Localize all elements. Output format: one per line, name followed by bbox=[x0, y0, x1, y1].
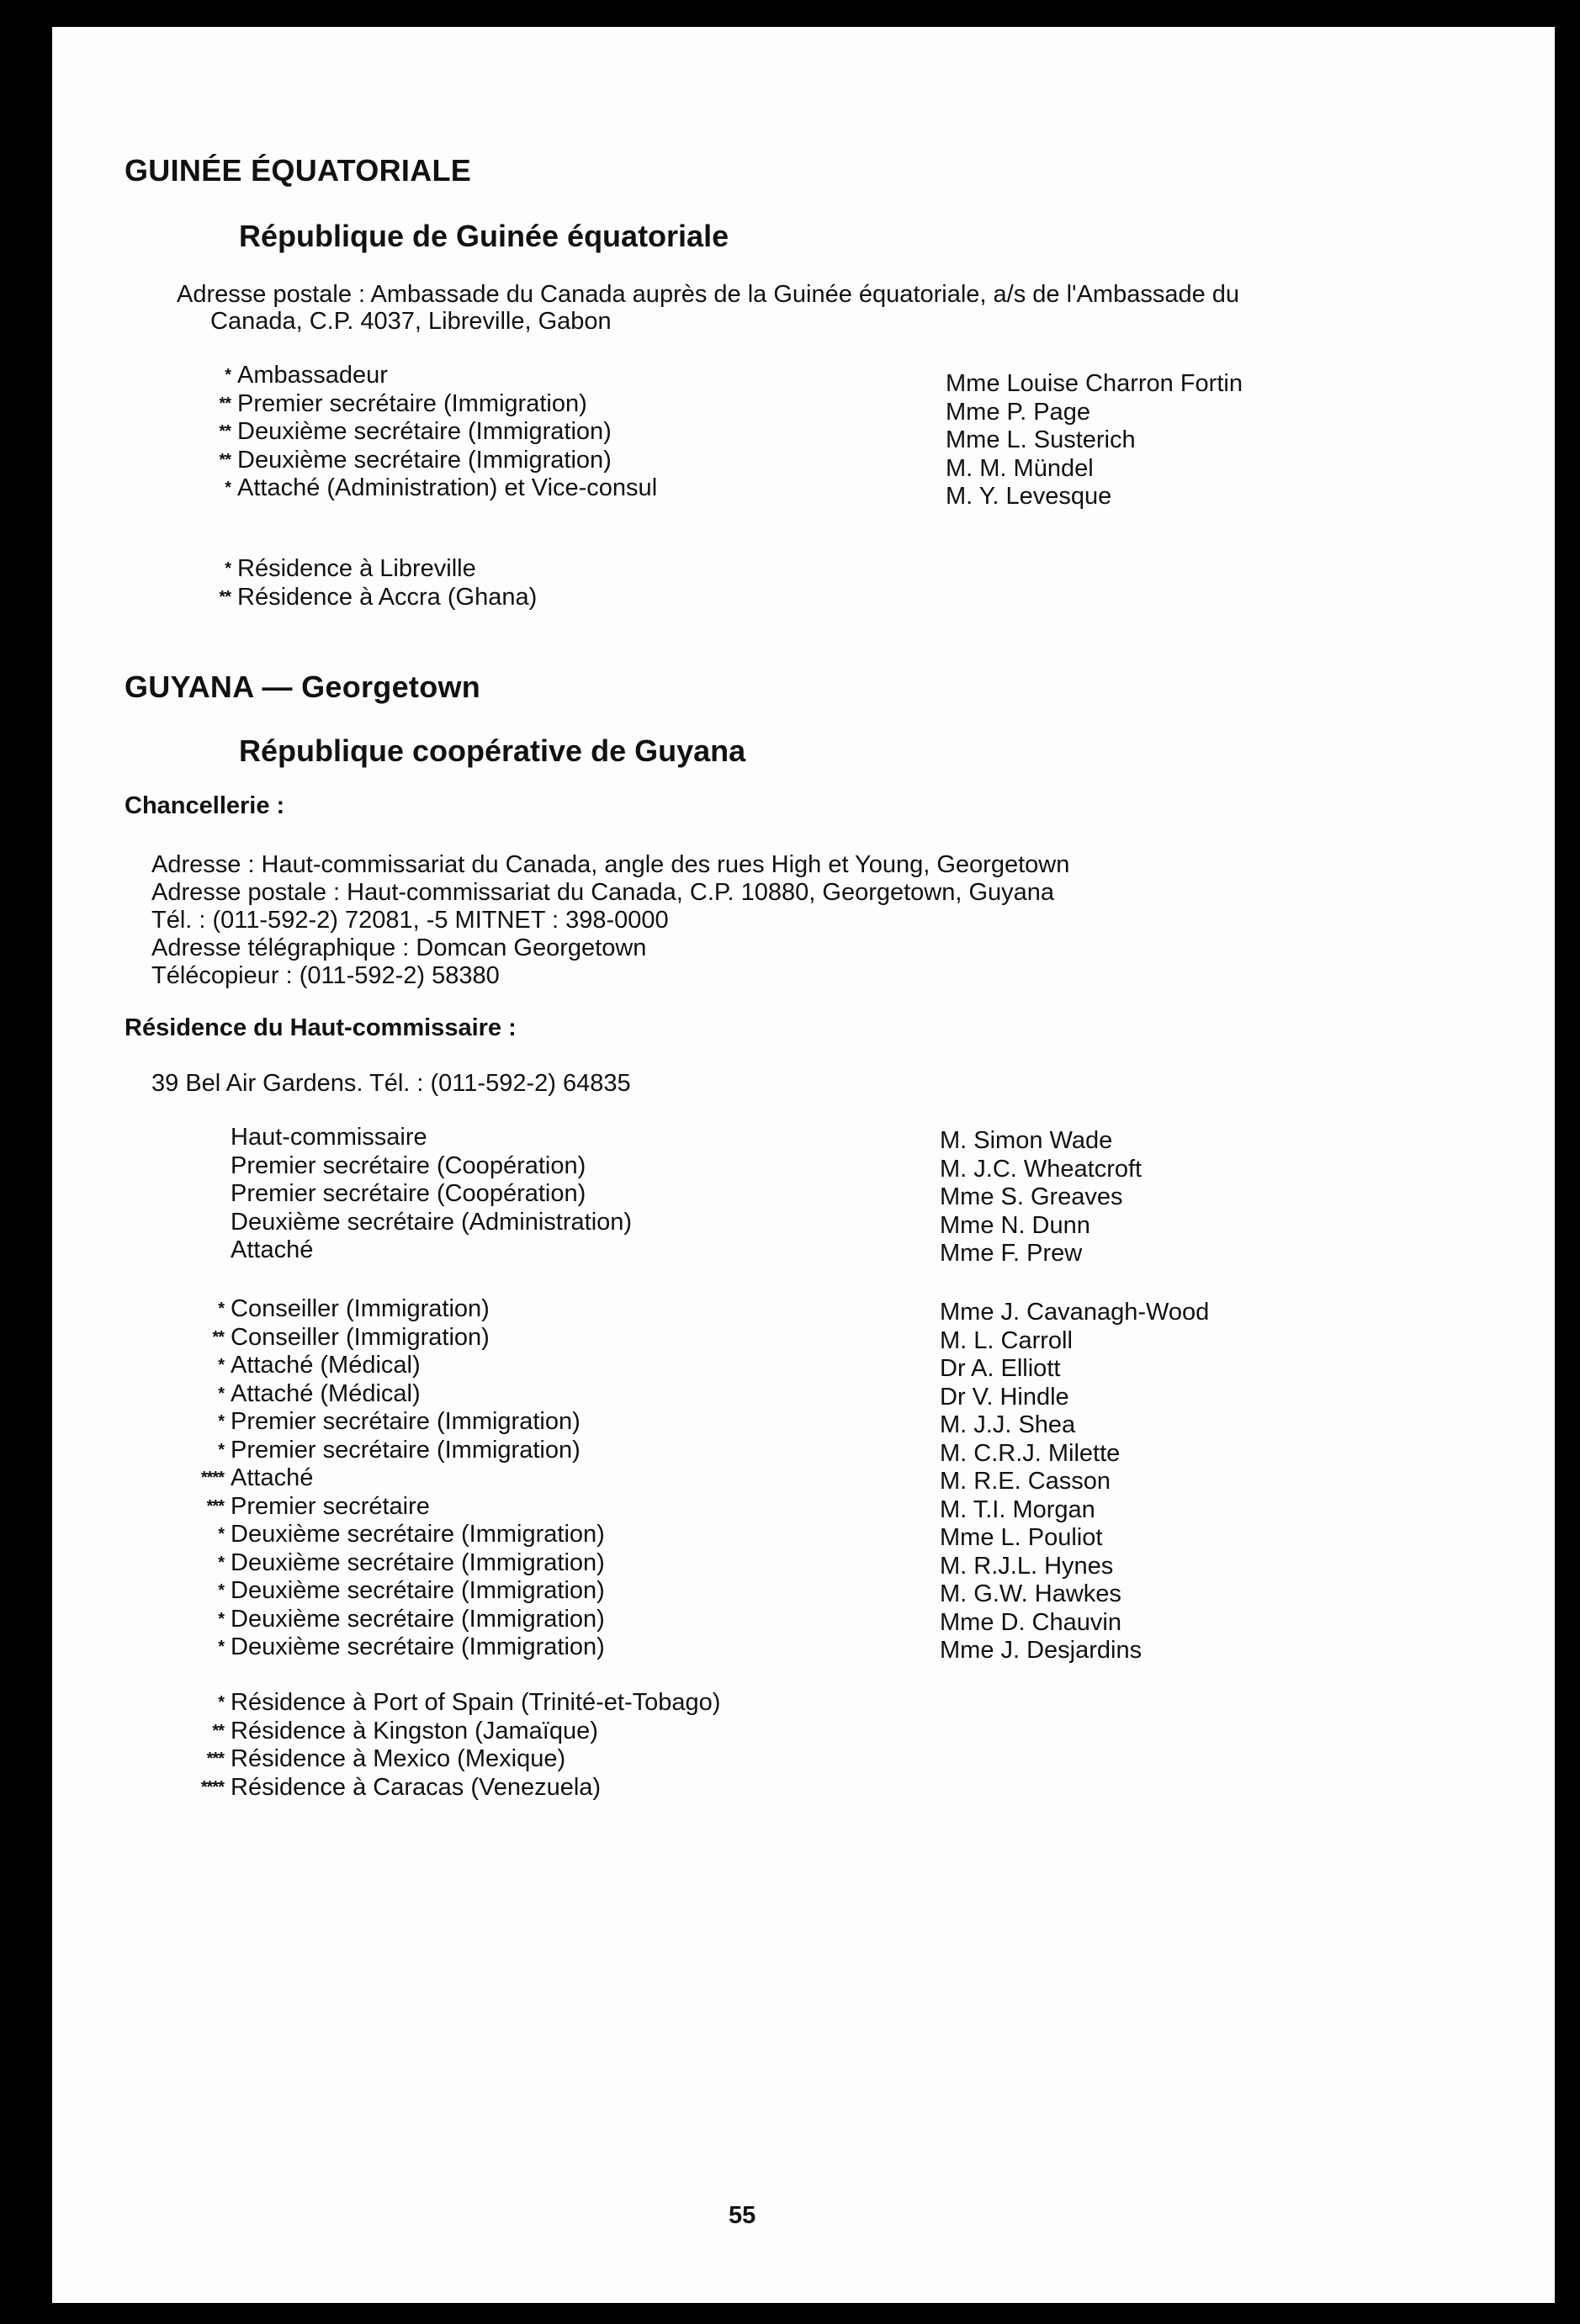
footnote-marker: * bbox=[225, 559, 231, 578]
staff-name-text: M. C.R.J. Milette bbox=[940, 1439, 1121, 1467]
staff-name-text: Mme N. Dunn bbox=[940, 1211, 1090, 1239]
staff-name-text: Mme L. Pouliot bbox=[940, 1524, 1103, 1551]
staff-title-text: Deuxième secrétaire (Immigration) bbox=[231, 1633, 605, 1660]
staff-name bbox=[940, 1637, 1209, 1665]
staff-title bbox=[218, 1379, 605, 1409]
staff-name-text: Mme S. Greaves bbox=[940, 1183, 1123, 1210]
country-heading-guinea: GUINÉE ÉQUATORIALE bbox=[125, 153, 472, 188]
residence-note bbox=[219, 583, 538, 612]
staff-name-text: Dr A. Elliott bbox=[940, 1355, 1061, 1382]
residence-note-text: Résidence à Caracas (Venezuela) bbox=[231, 1773, 602, 1801]
staff-title-text: Attaché (Médical) bbox=[231, 1352, 421, 1379]
official-name-guinea: République de Guinée équatoriale bbox=[239, 219, 729, 253]
chancery-line: Tél. : (011-592-2) 72081, -5 MITNET : 398-0000 bbox=[151, 907, 669, 934]
staff-name-text: Mme D. Chauvin bbox=[940, 1608, 1121, 1636]
staff-name-text: M. G.W. Hawkes bbox=[940, 1580, 1121, 1607]
scan-border-left bbox=[0, 0, 52, 2324]
footnote-marker: **** bbox=[200, 1469, 224, 1487]
footnote-marker: * bbox=[218, 1525, 224, 1543]
staff-title-text: Attaché bbox=[231, 1236, 314, 1263]
official-name-guyana: République coopérative de Guyana bbox=[239, 733, 746, 768]
staff-name-text: Dr V. Hindle bbox=[940, 1383, 1069, 1411]
footnote-marker: ** bbox=[219, 450, 231, 469]
staff-title bbox=[218, 1295, 605, 1324]
staff-title-text: Ambassadeur bbox=[237, 362, 388, 389]
residence-note-text: Résidence à Port of Spain (Trinité-et-Tobago) bbox=[231, 1689, 721, 1716]
staff-title-text: Deuxième secrétaire (Immigration) bbox=[231, 1605, 605, 1633]
staff-title-text: Deuxième secrétaire (Immigration) bbox=[237, 446, 612, 474]
guyana-remote-staff-titles bbox=[200, 1295, 605, 1662]
staff-title bbox=[218, 1436, 605, 1465]
staff-title-text: Deuxième secrétaire (Administration) bbox=[231, 1208, 633, 1236]
staff-name bbox=[940, 1212, 1142, 1241]
footnote-marker: * bbox=[218, 1300, 224, 1318]
chancery-label: Chancellerie : bbox=[125, 792, 285, 819]
staff-name-text: Mme P. Page bbox=[946, 398, 1090, 426]
footnote-marker: * bbox=[218, 1581, 224, 1600]
footnote-marker: * bbox=[218, 1693, 224, 1712]
scan-border-bottom bbox=[0, 2303, 1580, 2324]
footnote-marker: ** bbox=[219, 422, 231, 441]
staff-title-text: Deuxième secrétaire (Immigration) bbox=[231, 1521, 605, 1548]
staff-name bbox=[946, 455, 1243, 484]
residence-note-text: Résidence à Mexico (Mexique) bbox=[231, 1745, 566, 1772]
residence-address: 39 Bel Air Gardens. Tél. : (011-592-2) 64835 bbox=[151, 1070, 631, 1097]
document-page bbox=[52, 27, 1555, 2303]
postal-address-line-1: Adresse postale : Ambassade du Canada auprès de la Guinée équatoriale, a/s de l'Ambassade du bbox=[177, 281, 1240, 308]
staff-name bbox=[946, 399, 1243, 427]
guinea-staff-names bbox=[946, 370, 1243, 511]
staff-title bbox=[219, 389, 657, 419]
staff-name bbox=[940, 1553, 1209, 1581]
staff-name bbox=[940, 1411, 1209, 1440]
staff-title bbox=[231, 1209, 632, 1237]
staff-title-text: Premier secrétaire (Immigration) bbox=[237, 389, 587, 417]
chancery-line: Adresse télégraphique : Domcan Georgetown bbox=[151, 934, 647, 961]
staff-name bbox=[940, 1183, 1142, 1212]
staff-name bbox=[940, 1127, 1142, 1156]
staff-name-text: Mme Louise Charron Fortin bbox=[946, 370, 1243, 397]
residence-note bbox=[200, 1773, 720, 1803]
staff-title-text: Premier secrétaire (Coopération) bbox=[231, 1151, 586, 1179]
staff-title bbox=[218, 1521, 605, 1549]
footnote-marker: * bbox=[218, 1440, 224, 1459]
scan-border-right bbox=[1555, 0, 1580, 2324]
guyana-remote-staff-names bbox=[940, 1299, 1209, 1665]
residence-label: Résidence du Haut-commissaire : bbox=[125, 1014, 517, 1041]
residence-note bbox=[225, 555, 537, 584]
staff-title bbox=[200, 1464, 605, 1493]
staff-name-text: Mme F. Prew bbox=[940, 1240, 1083, 1267]
staff-title bbox=[206, 1492, 605, 1522]
staff-name bbox=[940, 1240, 1142, 1268]
scan-border-top bbox=[0, 0, 1580, 27]
staff-title-text: Attaché (Médical) bbox=[231, 1379, 421, 1407]
footnote-marker: ** bbox=[212, 1721, 224, 1740]
staff-name bbox=[940, 1609, 1209, 1638]
staff-name bbox=[940, 1355, 1209, 1384]
chancery-address-block bbox=[151, 851, 1069, 990]
staff-name bbox=[946, 483, 1243, 511]
staff-name bbox=[940, 1468, 1209, 1496]
staff-title-text: Deuxième secrétaire (Immigration) bbox=[231, 1577, 605, 1604]
staff-name bbox=[940, 1580, 1209, 1609]
staff-title-text: Haut-commissaire bbox=[231, 1124, 427, 1151]
staff-title-text: Premier secrétaire bbox=[231, 1492, 430, 1520]
staff-title bbox=[231, 1180, 632, 1209]
staff-name-text: M. T.I. Morgan bbox=[940, 1496, 1095, 1523]
chancery-line: Adresse postale : Haut-commissariat du Canada, C.P. 10880, Georgetown, Guyana bbox=[151, 879, 1055, 906]
staff-title bbox=[218, 1577, 605, 1606]
residence-note-text: Résidence à Kingston (Jamaïque) bbox=[231, 1717, 598, 1744]
chancery-line: Télécopieur : (011-592-2) 58380 bbox=[151, 962, 500, 989]
staff-name bbox=[940, 1156, 1142, 1184]
footnote-marker: * bbox=[218, 1553, 224, 1572]
staff-name-text: M. R.E. Casson bbox=[940, 1468, 1111, 1495]
guyana-local-staff-titles bbox=[231, 1124, 632, 1265]
staff-title bbox=[218, 1605, 605, 1634]
staff-title bbox=[231, 1236, 632, 1265]
footnote-marker: ** bbox=[212, 1327, 224, 1347]
chancery-line: Adresse : Haut-commissariat du Canada, angle des rues High et Young, Georgetown bbox=[151, 851, 1070, 878]
footnote-marker: ** bbox=[219, 394, 231, 413]
staff-name bbox=[940, 1524, 1209, 1553]
staff-title-text: Deuxième secrétaire (Immigration) bbox=[231, 1548, 605, 1576]
staff-name bbox=[940, 1384, 1209, 1412]
staff-title bbox=[225, 362, 657, 390]
footnote-marker: * bbox=[218, 1356, 224, 1374]
guyana-residence-notes bbox=[200, 1689, 721, 1802]
staff-name-text: M. J.J. Shea bbox=[940, 1411, 1076, 1438]
footnote-marker: * bbox=[218, 1412, 224, 1431]
residence-note bbox=[206, 1745, 720, 1774]
footnote-marker: **** bbox=[200, 1777, 224, 1797]
country-heading-guyana: GUYANA — Georgetown bbox=[125, 670, 481, 704]
staff-name bbox=[946, 426, 1243, 455]
staff-name bbox=[940, 1496, 1209, 1525]
staff-title bbox=[219, 446, 657, 475]
footnote-marker: * bbox=[218, 1609, 224, 1628]
staff-name-text: Mme J. Desjardins bbox=[940, 1637, 1143, 1664]
residence-note bbox=[218, 1689, 721, 1718]
staff-title-text: Attaché bbox=[231, 1464, 314, 1491]
footnote-marker: ** bbox=[219, 587, 231, 606]
staff-title-text: Conseiller (Immigration) bbox=[231, 1295, 490, 1322]
staff-title bbox=[219, 418, 657, 447]
staff-title-text: Conseiller (Immigration) bbox=[231, 1323, 490, 1351]
residence-note bbox=[212, 1717, 720, 1746]
staff-title-text: Deuxième secrétaire (Immigration) bbox=[237, 418, 612, 445]
staff-name bbox=[940, 1299, 1209, 1327]
staff-title-text: Premier secrétaire (Immigration) bbox=[231, 1408, 581, 1435]
postal-address-line-2: Canada, C.P. 4037, Libreville, Gabon bbox=[210, 308, 612, 335]
staff-name-text: M. M. Mündel bbox=[946, 454, 1094, 482]
staff-name-text: Mme L. Susterich bbox=[946, 426, 1136, 453]
staff-name-text: M. L. Carroll bbox=[940, 1326, 1073, 1354]
staff-title bbox=[218, 1408, 605, 1437]
staff-title bbox=[212, 1323, 605, 1353]
guinea-staff-titles bbox=[219, 362, 658, 503]
footnote-marker: *** bbox=[206, 1496, 224, 1516]
staff-title bbox=[231, 1124, 632, 1152]
footnote-marker: * bbox=[225, 479, 231, 497]
staff-title bbox=[231, 1152, 632, 1181]
page-number: 55 bbox=[729, 2202, 756, 2229]
footnote-marker: * bbox=[218, 1384, 224, 1403]
staff-name bbox=[946, 370, 1243, 399]
staff-name bbox=[940, 1440, 1209, 1469]
staff-title bbox=[218, 1352, 605, 1380]
footnote-marker: * bbox=[218, 1638, 224, 1656]
staff-title bbox=[218, 1548, 605, 1578]
staff-name-text: M. J.C. Wheatcroft bbox=[940, 1155, 1143, 1183]
staff-title bbox=[225, 474, 658, 503]
residence-note-text: Résidence à Accra (Ghana) bbox=[237, 583, 538, 611]
guinea-residence-notes bbox=[219, 555, 538, 611]
footnote-marker: * bbox=[225, 366, 231, 384]
staff-name-text: M. Simon Wade bbox=[940, 1127, 1113, 1154]
staff-title-text: Attaché (Administration) et Vice-consul bbox=[237, 474, 658, 501]
staff-title-text: Premier secrétaire (Immigration) bbox=[231, 1436, 581, 1464]
residence-note-text: Résidence à Libreville bbox=[237, 555, 476, 582]
footnote-marker: *** bbox=[206, 1750, 224, 1768]
staff-title-text: Premier secrétaire (Coopération) bbox=[231, 1180, 586, 1207]
staff-name bbox=[940, 1327, 1209, 1356]
staff-name-text: M. Y. Levesque bbox=[946, 483, 1112, 510]
staff-name-text: Mme J. Cavanagh-Wood bbox=[940, 1299, 1210, 1326]
guyana-local-staff-names bbox=[940, 1127, 1142, 1268]
staff-title bbox=[218, 1633, 605, 1662]
staff-name-text: M. R.J.L. Hynes bbox=[940, 1552, 1114, 1580]
